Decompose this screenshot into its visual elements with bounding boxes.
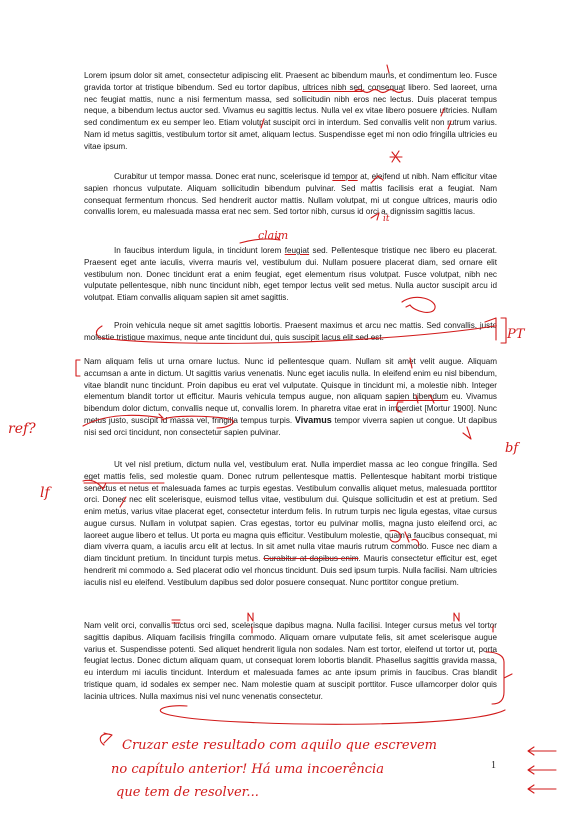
star-mark (390, 151, 402, 162)
squiggle-mark (355, 90, 403, 93)
n-mark (454, 613, 459, 621)
lf-annotation: lf (40, 485, 50, 501)
margin-arrow (528, 785, 556, 793)
marked-text: ultrices nibh sed (302, 82, 363, 92)
text-run: In faucibus interdum ligula, in tincidunt lorem (114, 246, 285, 255)
circle-mark (412, 539, 419, 546)
text-run: Proin vehicula neque sit amet sagittis lobortis. Praesent maximus et arcu nec mattis. Sed convallis, justo molestie tristique maximus, neque ante tincidunt dui, quis suscipit lacus elit sed est. (84, 321, 497, 342)
slash-mark (397, 402, 403, 412)
ref-circle (162, 416, 233, 428)
margin-arrow (528, 766, 556, 774)
vivamus-mark (463, 427, 471, 439)
equals-mark (172, 620, 180, 623)
text-run: , consequat libero. Sed laoreet, urna nec feugiat mattis, nunc a nisi fermentum massa, sed sollicitudin nibh eros nec lectus. Duis placerat tempus neque, a bibendum lectus auctor sed. Vivamus eu sagittis lectus. Nulla vel ex vitae libero posuere ultricies. Nullam sed condimentum ex eu semper leo. Etiam volutpat suscipit orci in interdum. Sed convallis velit non rutrum varius. Nam id metus sagittis, vestibulum tortor sit amet, aliquam lectus. Suspendisse eget mi non odio fringilla ultricies eu vitae ipsum. (84, 82, 497, 151)
slash-mark (261, 119, 264, 128)
ref-arrow (83, 414, 163, 426)
claim-annotation: claim (258, 229, 289, 242)
text-run: Lorem ipsum dolor sit amet, consectetur adipiscing elit. Praesent ac bibendum mauris, et condimentum leo. Fusce gravida tortor at tristique bibendum. Sed eu tortor dapibus, (84, 71, 497, 92)
insert-mark (371, 176, 383, 183)
slash-mark (416, 395, 418, 403)
lf-arrow (83, 480, 106, 489)
circle-mark (390, 530, 400, 542)
text-run: at, eleifend ut nibh. Nam efficitur vitae sapien rhoncus vulputate. Aliquam sollicitudin bibendum pulvinar. Sed mattis facilisis erat a feugiat. Nam consequat fermentum rhoncus. Sed hendrerit auctor mattis. Nullam volutpat, mi ut congue ultrices, mauris odio convallis lorem, eu malesuada massa erat nec sem. Sed tortor nibh, cursus id orci a, dignissim sagittis lacus. (84, 172, 497, 217)
slash-mark (120, 497, 126, 507)
note-line-2: no capítulo anterior! Há uma incoerência (111, 762, 384, 777)
text-run: Nam velit orci, convallis luctus orci sed, scelerisque dapibus magna. Nulla facilisi. Integer cursus metus vel tortor sagittis dapibus. Aliquam facilisis fringilla commodo. Aliquam ornare vulputate felis, sit amet scelerisque augue varius et. Suspendisse potenti. Sed aliquet hendrerit ligula non sodales. Nam est tortor, eleifend ut tortor ut, porta feugiat lectus. Donec dictum aliquam quam, ut consequat lorem lobortis blandit. Phasellus sagittis gravida massa, eu interdum mi iaculis tincidunt. Interdum et malesuada fames ac ante ipsum primis in faucibus. Cras blandit tristique quam, id sodales ex semper nec. Nam molestie quam at suscipit porttitor. Fusce ullamcorper dolor quis lacinia ultrices. Nulla maximus nisi vel nunc venenatis consectetur. (84, 621, 497, 701)
marked-text: Vivamus (294, 414, 332, 425)
text-run: Nam aliquam felis ut urna ornare luctus. Nunc id pellentesque quam. Nullam sit amet velit augue. Aliquam accumsan a ante in dictum. Ut sagittis varius venenatis. Nunc eget iaculis nulla. In eleifend enim eu nisl bibendum, vitae blandit nunc tincidunt. Proin dapibus eu erat vel vulputate. Quisque in tincidunt mi, a molestie nibh. Integer elementum blandit tortor ut efficitur. Mauris vehicula tempus augue, non aliquam (84, 357, 497, 402)
slash-mark (448, 121, 451, 129)
pt-bracket (96, 318, 496, 343)
lasso-mark (160, 706, 505, 725)
text-run: Curabitur ut tempor massa. Donec erat nunc, scelerisque id (114, 172, 333, 181)
insert-caret (371, 213, 379, 220)
text-run: . Mauris consectetur efficitur est, eget hendrerit mi commodo a. Sed placerat odio vel rhoncus tincidunt. Duis sed ipsum turpis. Nulla facilisi. Nam ultricies iaculis nisl eu eleifend. Vestibulum dapibus sed dolor posuere consequat. Nunc porttitor congue pretium. (84, 554, 497, 587)
text-run: eu. Vivamus bibendum dolor dictum, convallis neque ut, convallis lorem. In pharetra vitae erat in imperdiet [Mortur 1900]. Nunc metus justo, suscipit id massa vel, fringilla tempus turpis. (84, 392, 497, 425)
left-bracket (76, 360, 80, 376)
it-annotation: it (383, 214, 390, 224)
note-arrow (100, 733, 112, 745)
slash-mark (430, 395, 434, 403)
page-number: 1 (491, 760, 496, 771)
marked-text: sapien bibendum (385, 392, 449, 402)
note-line-3: que tem de resolver... (116, 785, 259, 800)
slash-mark (441, 109, 444, 116)
ref-annotation: ref? (8, 421, 36, 437)
pt-annotation: PT (507, 327, 525, 342)
note-line-1: Cruzar este resultado com aquilo que escrevem (122, 738, 437, 753)
marked-text: feugiat (284, 246, 310, 255)
loop-arrow (402, 297, 435, 312)
margin-arrow (528, 747, 556, 755)
slash-mark (387, 65, 389, 73)
marked-text: Curabitur at dapibus enim (263, 554, 359, 563)
bf-annotation: bf (505, 441, 519, 456)
slash-mark (410, 358, 412, 368)
text-run: tempor viverra sapien ut congue. Ut dapibus nisi sed orci tincidunt, non consectetur sapien pulvinar. (84, 415, 497, 437)
right-bracket (486, 652, 512, 704)
text-run: Ut vel nisl pretium, dictum nulla vel, vestibulum erat. Nulla imperdiet massa ac leo congue fringilla. Sed eget mattis felis, sed molestie quam. Donec rutrum pellentesque mattis. Pellentesque habitant morbi tristique senectus et netus et malesuada fames ac turpis egestas. Vestibulum convallis aliquet metus, malesuada porttitor orci. Donec nec elit scelerisque, euismod tellus vitae, vestibulum dui. Quisque sollicitudin et est at pretium. Sed enim metus, varius vitae placerat eget, consectetur interdum felis. In rutrum turpis nec ligula egestas, vitae cursus augue cursus. Nullam in volutpat sapien. Cras egestas, tortor eu pulvinar mollis, magna justo eleifend orci, ac laoreet augue libero et tellus. Ut porta eu magna quis efficitur. Vestibulum molestie, quam a faucibus consequat, mi diam viverra quam, a iaculis arcu elit at lectus. In sit amet nulla vitae mauris rutrum commodo. Fusce nec diam a diam tincidunt pretium. In tincidunt turpis metus. (84, 460, 497, 563)
marked-text: tempor (332, 172, 358, 181)
pt-bracket-right (501, 318, 506, 343)
n-mark (248, 613, 253, 621)
slash-mark (405, 532, 409, 542)
text-run: sed. Pellentesque tristique nec libero eu placerat. Praesent eget ante iaculis, viverra mauris vel, vestibulum dui. Nullam posuere placerat diam, sed ornare elit vestibulum non. Donec tincidunt erat a enim feugiat, eget elementum risus volutpat. Fusce volutpat, nibh nec vulputate pellentesque, nibh nunc tincidunt nibh, eget tempor lectus velit sed metus. Nulla auctor suscipit arcu id volutpat. Etiam convallis aliquam sapien sit amet sagittis. (84, 246, 497, 302)
